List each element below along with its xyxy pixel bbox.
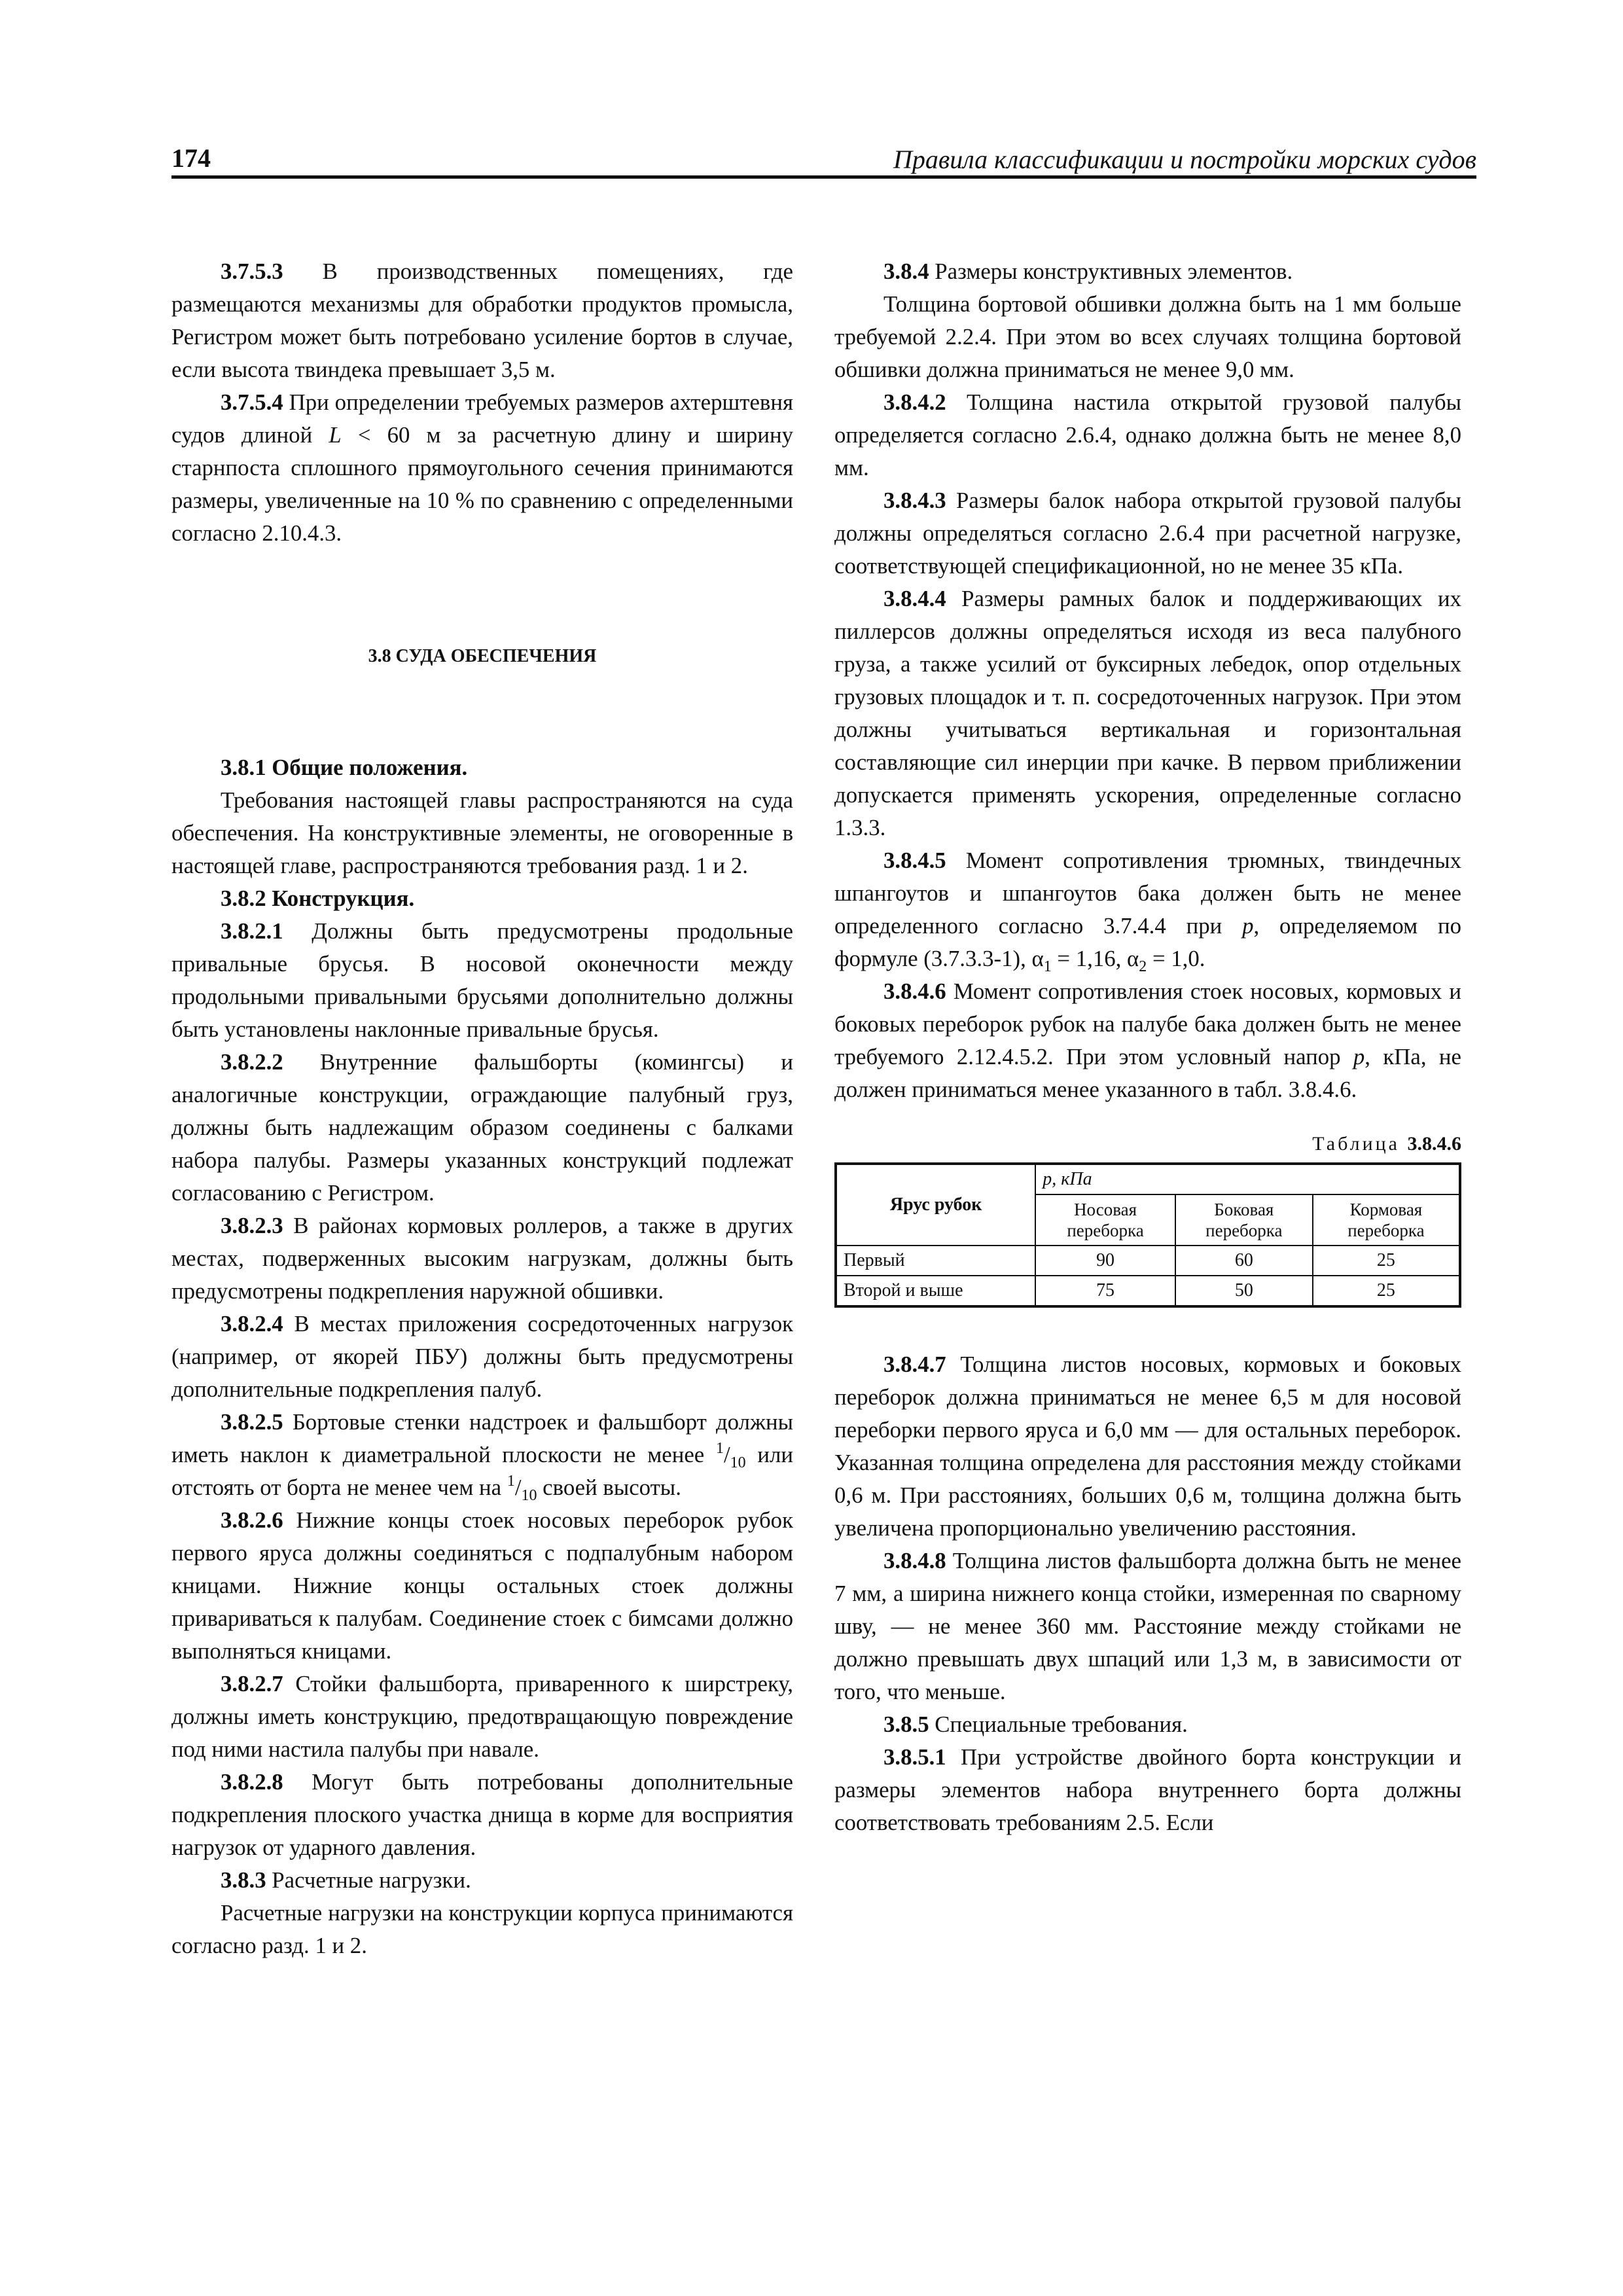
paragraph-3-8-4-8: 3.8.4.8 Толщина листов фальшборта должна быть не менее 7 мм, а ширина нижнего конца стойки, измеренная по сварному шву, — не менее 360 мм. Расстояние между стойками не должно превышать двух шпаций или 1,3 м, в зависимости от того, что меньше. [834,1548,1461,1704]
paragraph-3-8-2-8: 3.8.2.8 Могут быть потребованы дополнительные подкрепления плоского участка днища в корме для восприятия нагрузок от ударного давления. [171,1769,793,1860]
paragraph-3-7-5-3: 3.7.5.3 В производственных помещениях, где размещаются механизмы для обработки продуктов промысла, Регистром может быть потребовано усиление бортов в случае, если высота твиндека превышает 3,5 м. [171,259,793,382]
table-col-header: Носовая переборка [1035,1194,1175,1246]
paragraph-3-7-5-4: 3.7.5.4 При определении требуемых размеров ахтерштевня судов длиной L < 60 м за расчетную длину и ширину старнпоста сплошного прямоугольного сечения принимаются размеры, увеличенные на 10 % по сравнению с определенными согласно 2.10.4.3. [171,389,793,546]
table-wrapper [834,1162,1461,1308]
heading-3-8-4: 3.8.4 Размеры конструктивных элементов. [883,259,1293,284]
table-col-header: Кормовая переборка [1313,1194,1460,1246]
paragraph-3-8-3: Расчетные нагрузки на конструкции корпуса принимаются согласно разд. 1 и 2. [171,1900,793,1958]
paragraph-3-8-2-5: 3.8.2.5 Бортовые стенки надстроек и фальшборт должны иметь наклон к диаметральной плоскости не менее $^1/_{10}$ или отстоять от борта не менее чем на $^1/_{10}$ своей высоты. [171,1409,793,1504]
paragraph-3-8-4-3: 3.8.4.3 Размеры балок набора открытой грузовой палубы должны определяться согласно 2.6.4 при расчетной нагрузке, соответствующей спецификационной, но не менее 35 кПа. [834,488,1461,579]
paragraph-3-8-2-7: 3.8.2.7 Стойки фальшборта, приваренного к ширстреку, должны иметь конструкцию, предотвращающую повреждение под ними настила палубы при навале. [171,1671,793,1762]
table-cell: 25 [1313,1276,1460,1306]
table-row [836,1276,1460,1306]
page-header [171,143,1476,182]
paragraph-3-8-2-4: 3.8.2.4 В местах приложения сосредоточенных нагрузок (например, от якорей ПБУ) должны быть предусмотрены дополнительные подкрепления палуб. [171,1311,793,1402]
heading-3-8-2: 3.8.2 Конструкция. [221,886,415,911]
paragraph-3-8-4-7: 3.8.4.7 Толщина листов носовых, кормовых и боковых переборок должна приниматься не менее 6,5 м для носовой переборки первого яруса и 6,0 мм — для остальных переборок. Указанная толщина определена для расстояния между стойками 0,6 м. При расстояниях, больших 0,6 м, толщина должна быть увеличена пропорционально увеличению расстояния. [834,1352,1461,1541]
paragraph-3-8-2-2: 3.8.2.2 Внутренние фальшборты (комингсы) и аналогичные конструкции, ограждающие палубный груз, должны быть надлежащим образом соединены с балками набора палубы. Размеры указанных конструкций подлежат согласованию с Регистром. [171,1049,793,1206]
heading-3-8-3: 3.8.3 Расчетные нагрузки. [221,1867,471,1893]
table-col-header: Боковая переборка [1175,1194,1313,1246]
paragraph-3-8-2-1: 3.8.2.1 Должны быть предусмотрены продольные привальные брусья. В носовой оконечности между продольными привальными брусьями дополнительно должны быть установлены наклонные привальные брусья. [171,918,793,1042]
table-header-row [836,1164,1460,1194]
table-cell: 75 [1035,1276,1175,1306]
heading-3-8-5: 3.8.5 Специальные требования. [883,1712,1188,1737]
heading-3-8-1: 3.8.1 Общие положения. [221,755,468,780]
table-cell: 90 [1035,1246,1175,1276]
paragraph-3-8-4: Толщина бортовой обшивки должна быть на 1 мм больше требуемой 2.2.4. При этом во всех случаях толщина бортовой обшивки должна приниматься не менее 9,0 мм. [834,291,1461,382]
table-3-8-4-6 [834,1162,1461,1308]
paragraph-3-8-4-5: 3.8.4.5 Момент сопротивления трюмных, твиндечных шпангоутов и шпангоутов бака должен быть не менее определенного согласно 3.7.4.4 при p, определяемом по формуле (3.7.3.3-1), $\alpha_1 = 1,16$, $\alpha_2 = 1,0$. [834,848,1462,975]
table-cell: 50 [1175,1276,1313,1306]
section-title: 3.8 СУДА ОБЕСПЕЧЕНИЯ [368,646,597,666]
table-group-header: p, кПа [1035,1164,1460,1194]
paragraph-3-8-1: Требования настоящей главы распространяются на суда обеспечения. На конструктивные элементы, не оговоренные в настоящей главе, распространяются требования разд. 1 и 2. [171,787,793,878]
table-cell: 25 [1313,1246,1460,1276]
paragraph-3-8-2-3: 3.8.2.3 В районах кормовых роллеров, а также в других местах, подверженных высоким нагрузкам, должны быть предусмотрены подкрепления наружной обшивки. [171,1213,793,1304]
header-rule [171,175,1476,179]
table-cell: 60 [1175,1246,1313,1276]
paragraph-3-8-2-6: 3.8.2.6 Нижние концы стоек носовых переборок рубок первого яруса должны соединяться с подпалубным набором кницами. Нижние концы остальных стоек должны привариваться к палубам. Соединение стоек с бимсами должно выполняться кницами. [171,1507,793,1664]
clause-number: 3.7.5.3 [221,259,283,284]
paragraph-3-8-4-2: 3.8.4.2 Толщина настила открытой грузовой палубы определяется согласно 2.6.4, однако должна быть не менее 8,0 мм. [834,389,1461,480]
page-number: 174 [171,143,211,173]
paragraph-3-8-4-6: 3.8.4.6 Момент сопротивления стоек носовых, кормовых и боковых переборок рубок на палубе бака должен быть не менее требуемого 2.12.4.5.2. При этом условный напор p, кПа, не должен приниматься менее указанного в табл. 3.8.4.6. [834,978,1461,1102]
left-column [171,255,793,1962]
table-cell: Первый [836,1246,1035,1276]
running-title: Правила классификации и постройки морских судов [893,145,1476,174]
table-cell: Второй и выше [836,1276,1035,1306]
right-column [834,255,1461,1839]
table-row-header: Ярус рубок [836,1164,1035,1246]
paragraph-3-8-4-4: 3.8.4.4 Размеры рамных балок и поддерживающих их пиллерсов должны определяться исходя из веса палубного груза, а также усилий от буксирных лебедок, опор отдельных грузовых площадок и т. п. сосредоточенных нагрузок. При этом должны учитываться вертикальная и горизонтальная составляющие сил инерции при качке. В первом приближении допускается применять ускорения, определенные согласно 1.3.3. [834,586,1461,840]
table-caption: Таблица 3.8.4.6 [1312,1133,1461,1155]
paragraph-3-8-5-1: 3.8.5.1 При устройстве двойного борта конструкции и размеры элементов набора внутреннего борта должны соответствовать требованиям 2.5. Если [834,1744,1461,1835]
table-row [836,1246,1460,1276]
clause-number: 3.7.5.4 [221,389,283,415]
